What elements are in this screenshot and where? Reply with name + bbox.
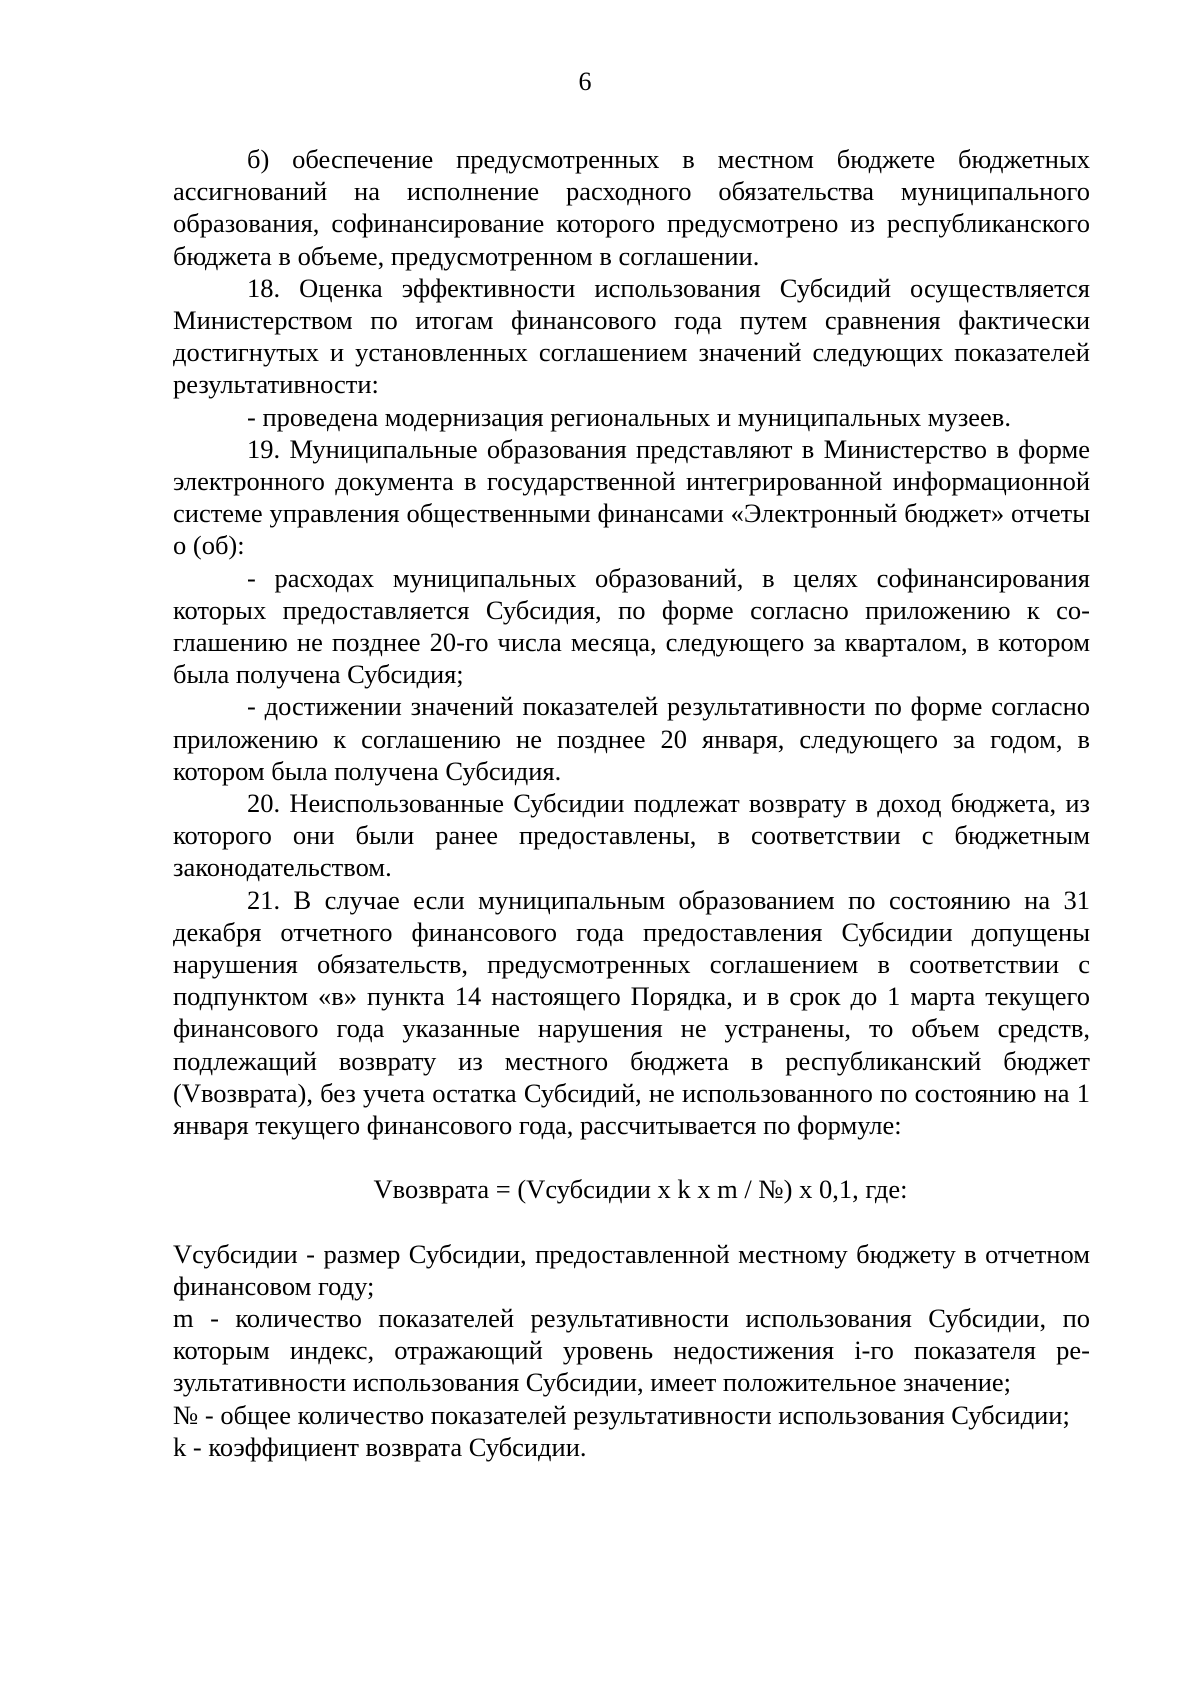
paragraph-18: 18. Оценка эффективности использования Субсидий осуществляется Министерством по итогам финансового года путем сравнения фактически достигнутых и установленных соглашением значений следующих показателей результативности: — [173, 272, 1090, 400]
paragraph-21: 21. В случае если муниципальным образованием по состоянию на 31 декабря отчетного финансового года предоставления Субсидии допущены нарушения обязательств, предусмотренных соглашением в соответствии с подпунктом «в» пункта 14 настоящего Порядка, и в срок до 1 марта текущего финансового года указанные нарушения не устранены, то объем средств, подлежащий возврату из местного бюджета в республиканский бюджет (Vвозврата), без учета остатка Субсидий, не использованного по состоянию на 1 января текущего финансового года, рассчитывается по формуле: — [173, 884, 1090, 1141]
paragraph-19-item-1: - расходах муниципальных образований, в целях софинансирования которых предоставляется Субсидия, по форме согласно приложению к соглашению не позднее 20-го числа месяца, следующего за кварталом, в котором была получена Субсидия; — [173, 562, 1090, 690]
document-body — [173, 143, 1090, 1463]
paragraph-20: 20. Неиспользованные Субсидии подлежат возврату в доход бюджета, из которого они были ранее предоставлены, в соответствии с бюджетным законодательством. — [173, 788, 1090, 883]
paragraph-19-item-2: - достижении значений показателей результативности по форме согласно приложению к соглашению не позднее 20 января, следующего за годом, в котором была получена Субсидия. — [173, 691, 1090, 786]
definition-n: № - общее количество показателей результативности использования Субсидии; — [173, 1399, 1070, 1430]
definition-m: m - количество показателей результативности использования Субсидии, по которым индекс, отражающий уровень недостижения i-го показателя результативности использования Субсидии, имеет положительное значение; — [173, 1302, 1090, 1398]
definition-v-subsidy: Vсубсидии - размер Субсидии, предоставленной местному бюджету в отчетном финансовом году; — [173, 1238, 1090, 1301]
paragraph-19: 19. Муниципальные образования представляют в Министерство в форме электронного документа в государственной интегрированной информационной системе управления общественными финансами «Электронный бюджет» отчеты о (об): — [173, 433, 1090, 561]
return-formula: Vвозврата = (Vсубсидии x k x m / №) x 0,1, где: — [373, 1174, 908, 1205]
page-number: 6 — [578, 67, 592, 96]
definition-k: k - коэффициент возврата Субсидии. — [173, 1431, 587, 1462]
paragraph-b: б) обеспечение предусмотренных в местном бюджете бюджетных ассигнований на исполнение расходного обязательства муниципального образования, софинансирование которого предусмотрено из республиканского бюджета в объеме, предусмотренном в соглашении. — [173, 144, 1090, 271]
paragraph-18-item: - проведена модернизация региональных и муниципальных музеев. — [247, 401, 1011, 432]
